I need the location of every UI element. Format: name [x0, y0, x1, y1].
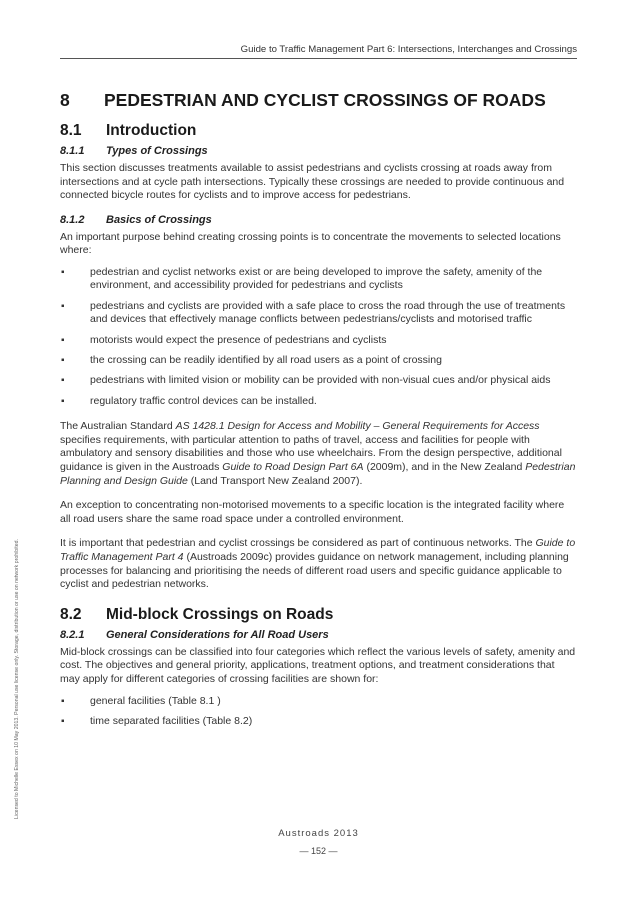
subsection-heading-8-1-2	[60, 214, 577, 226]
bullet-icon: ▪	[61, 695, 65, 707]
chapter-title: PEDESTRIAN AND CYCLIST CROSSINGS OF ROADS	[104, 90, 546, 110]
section-title: Mid-block Crossings on Roads	[106, 605, 334, 623]
bullet-icon: ▪	[61, 395, 65, 407]
subsection-title: Basics of Crossings	[106, 213, 212, 226]
paragraph: An important purpose behind creating crossing points is to concentrate the movements to selected locations where:	[60, 230, 561, 257]
page-content	[60, 82, 577, 740]
list-item: ▪ time separated facilities (Table 8.2)	[61, 714, 253, 727]
bullet-icon: ▪	[61, 300, 65, 312]
list-item: ▪ general facilities (Table 8.1 )	[61, 694, 221, 707]
subsection-heading-8-2-1	[60, 629, 577, 641]
bullet-icon: ▪	[61, 355, 65, 366]
subsection-title: General Considerations for All Road Users	[106, 628, 329, 641]
list-item: ▪ pedestrians with limited vision or mobility can be provided with non-visual cues and/or physical aids	[61, 374, 551, 387]
bullet-icon: ▪	[61, 715, 65, 727]
license-watermark: Licensed to Michelle Essex on 10 May 2013. Personal use license only. Storage, distribution or use on network prohibited.	[14, 539, 20, 819]
bullet-list	[60, 695, 577, 729]
section-title: Introduction	[106, 122, 197, 139]
page-number: — 152 —	[299, 846, 338, 856]
section-heading-8-1	[60, 122, 577, 140]
paragraph: This section discusses treatments available to assist pedestrians and cyclists crossing at roads away from intersections and at cycle path intersections. Typically these crossings are needed to provide continuous and connected bicycle routes for cyclists and to improve access for pedestrians.	[60, 162, 565, 202]
list-item: ▪ pedestrian and cyclist networks exist or are being developed to improve the safety, amenity of the environment, and accessibility provided for pedestrians and cyclists	[61, 265, 543, 292]
subsection-title: Types of Crossings	[106, 145, 208, 157]
section-heading-8-2	[60, 606, 577, 624]
subsection-number: 8.1.1	[60, 145, 85, 157]
paragraph: The Australian Standard AS 1428.1 Design for Access and Mobility – General Requirements for Access specifies requirements, with particular attention to paths of travel, access and facilities for people with ambulatory and sensory disabilities and those who use wheelchairs. From the design perspective, additional guidance is given in the Austroads Guide to Road Design Part 6A (2009m), and in the New Zealand Pedestrian Planning and Design Guide (Land Transport New Zealand 2007).	[60, 420, 576, 487]
chapter-heading	[60, 90, 577, 111]
bullet-icon: ▪	[61, 334, 65, 346]
paragraph: Mid-block crossings can be classified into four categories which reflect the various levels of safety, amenity and cost. The objectives and general priority, applications, treatment options, and treatment considerations that may apply for different categories of crossing facilities are shown for:	[60, 645, 576, 685]
chapter-number: 8	[60, 90, 70, 110]
list-item: ▪ regulatory traffic control devices can be installed.	[61, 394, 317, 407]
footer-organisation: Austroads 2013	[278, 828, 359, 839]
bullet-list	[60, 266, 577, 408]
subsection-number: 8.1.2	[60, 213, 85, 226]
paragraph: An exception to concentrating non-motorised movements to a specific location is the integrated facility where all road users share the same road space under a controlled environment.	[60, 499, 565, 525]
paragraph: It is important that pedestrian and cyclist crossings be considered as part of continuous networks. The Guide to Traffic Management Part 4 (Austroads 2009c) provides guidance on network management, including planning processes for balancing and prioritising the needs of different road users and specific guidance applicable to cyclist and pedestrian networks.	[60, 537, 576, 591]
list-item: ▪ pedestrians and cyclists are provided with a safe place to cross the road through the use of treatments and devices that effectively manage conflicts between pedestrians/cyclists and motorised traffic	[61, 299, 566, 326]
bullet-icon: ▪	[61, 375, 65, 387]
subsection-number: 8.2.1	[60, 628, 85, 641]
bullet-icon: ▪	[61, 266, 65, 278]
subsection-heading-8-1-1	[60, 145, 577, 157]
list-item: ▪ the crossing can be readily identified by all road users as a point of crossing	[61, 354, 442, 366]
header-rule	[60, 58, 577, 59]
running-header: Guide to Traffic Management Part 6: Intersections, Interchanges and Crossings	[240, 44, 577, 55]
section-number: 8.2	[60, 605, 82, 623]
list-item: ▪ motorists would expect the presence of pedestrians and cyclists	[61, 333, 387, 346]
section-number: 8.1	[60, 122, 82, 139]
